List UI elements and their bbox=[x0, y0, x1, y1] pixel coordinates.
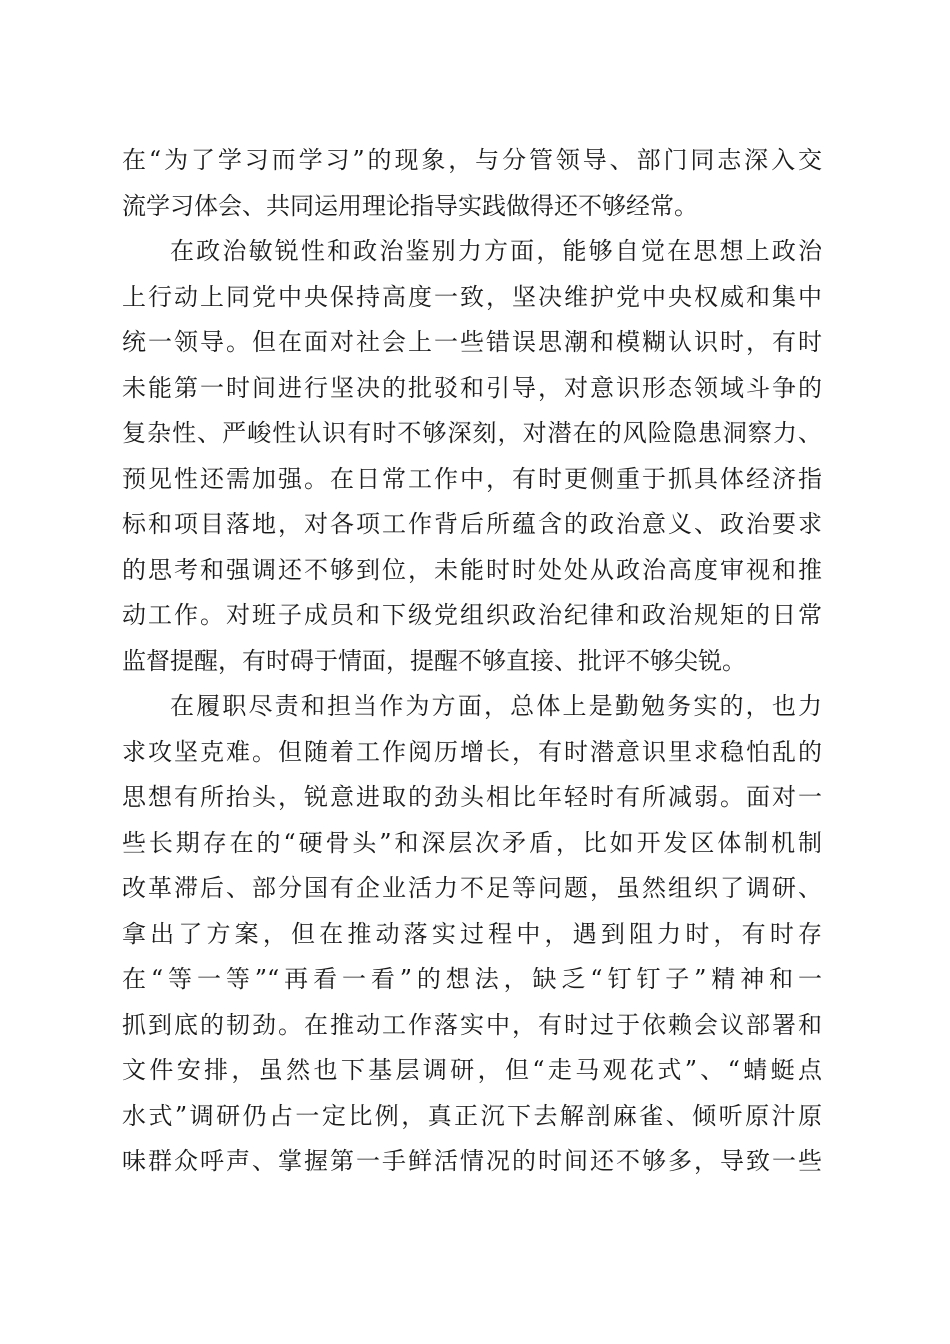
text-line: 味群众呼声、掌握第一手鲜活情况的时间还不够多，导致一些 bbox=[122, 1147, 822, 1175]
text-line: 监督提醒，有时碍于情面，提醒不够直接、批评不够尖锐。 bbox=[122, 646, 746, 675]
text-line: 在“为了学习而学习”的现象，与分管领导、部门同志深入交 bbox=[122, 146, 822, 174]
text-line: 的思考和强调还不够到位，未能时时处处从政治高度审视和推 bbox=[122, 555, 822, 584]
text-line: 动工作。对班子成员和下级党组织政治纪律和政治规矩的日常 bbox=[122, 601, 822, 629]
text-line: 在政治敏锐性和政治鉴别力方面，能够自觉在思想上政治 bbox=[170, 237, 822, 265]
text-line: 抓到底的韧劲。在推动工作落实中，有时过于依赖会议部署和 bbox=[122, 1010, 822, 1039]
text-line: 些长期存在的“硬骨头”和深层次矛盾，比如开发区体制机制 bbox=[122, 828, 822, 857]
text-line: 水式”调研仍占一定比例，真正沉下去解剖麻雀、倾听原汁原 bbox=[122, 1101, 822, 1130]
text-line: 复杂性、严峻性认识有时不够深刻，对潜在的风险隐患洞察力、 bbox=[122, 419, 822, 447]
document-body bbox=[122, 138, 822, 1185]
text-line: 统一领导。但在面对社会上一些错误思潮和模糊认识时，有时 bbox=[122, 328, 822, 356]
text-line: 标和项目落地，对各项工作背后所蕴含的政治意义、政治要求 bbox=[122, 510, 822, 538]
text-line: 上行动上同党中央保持高度一致，坚决维护党中央权威和集中 bbox=[122, 282, 822, 311]
text-line: 在“等一等”“再看一看”的想法，缺乏“钉钉子”精神和一 bbox=[122, 965, 822, 993]
text-line: 流学习体会、共同运用理论指导实践做得还不够经常。 bbox=[122, 191, 698, 220]
text-line: 预见性还需加强。在日常工作中，有时更侧重于抓具体经济指 bbox=[122, 464, 822, 493]
text-line: 文件安排，虽然也下基层调研，但“走马观花式”、“蜻蜓点 bbox=[122, 1056, 822, 1084]
text-line: 思想有所抬头，锐意进取的劲头相比年轻时有所减弱。面对一 bbox=[122, 783, 822, 811]
text-line: 求攻坚克难。但随着工作阅历增长，有时潜意识里求稳怕乱的 bbox=[122, 737, 822, 766]
text-line: 未能第一时间进行坚决的批驳和引导，对意识形态领域斗争的 bbox=[122, 373, 822, 402]
text-line: 拿出了方案，但在推动落实过程中，遇到阻力时，有时存 bbox=[122, 919, 822, 948]
text-line: 在履职尽责和担当作为方面，总体上是勤勉务实的，也力 bbox=[170, 692, 822, 720]
text-line: 改革滞后、部分国有企业活力不足等问题，虽然组织了调研、 bbox=[122, 874, 822, 902]
